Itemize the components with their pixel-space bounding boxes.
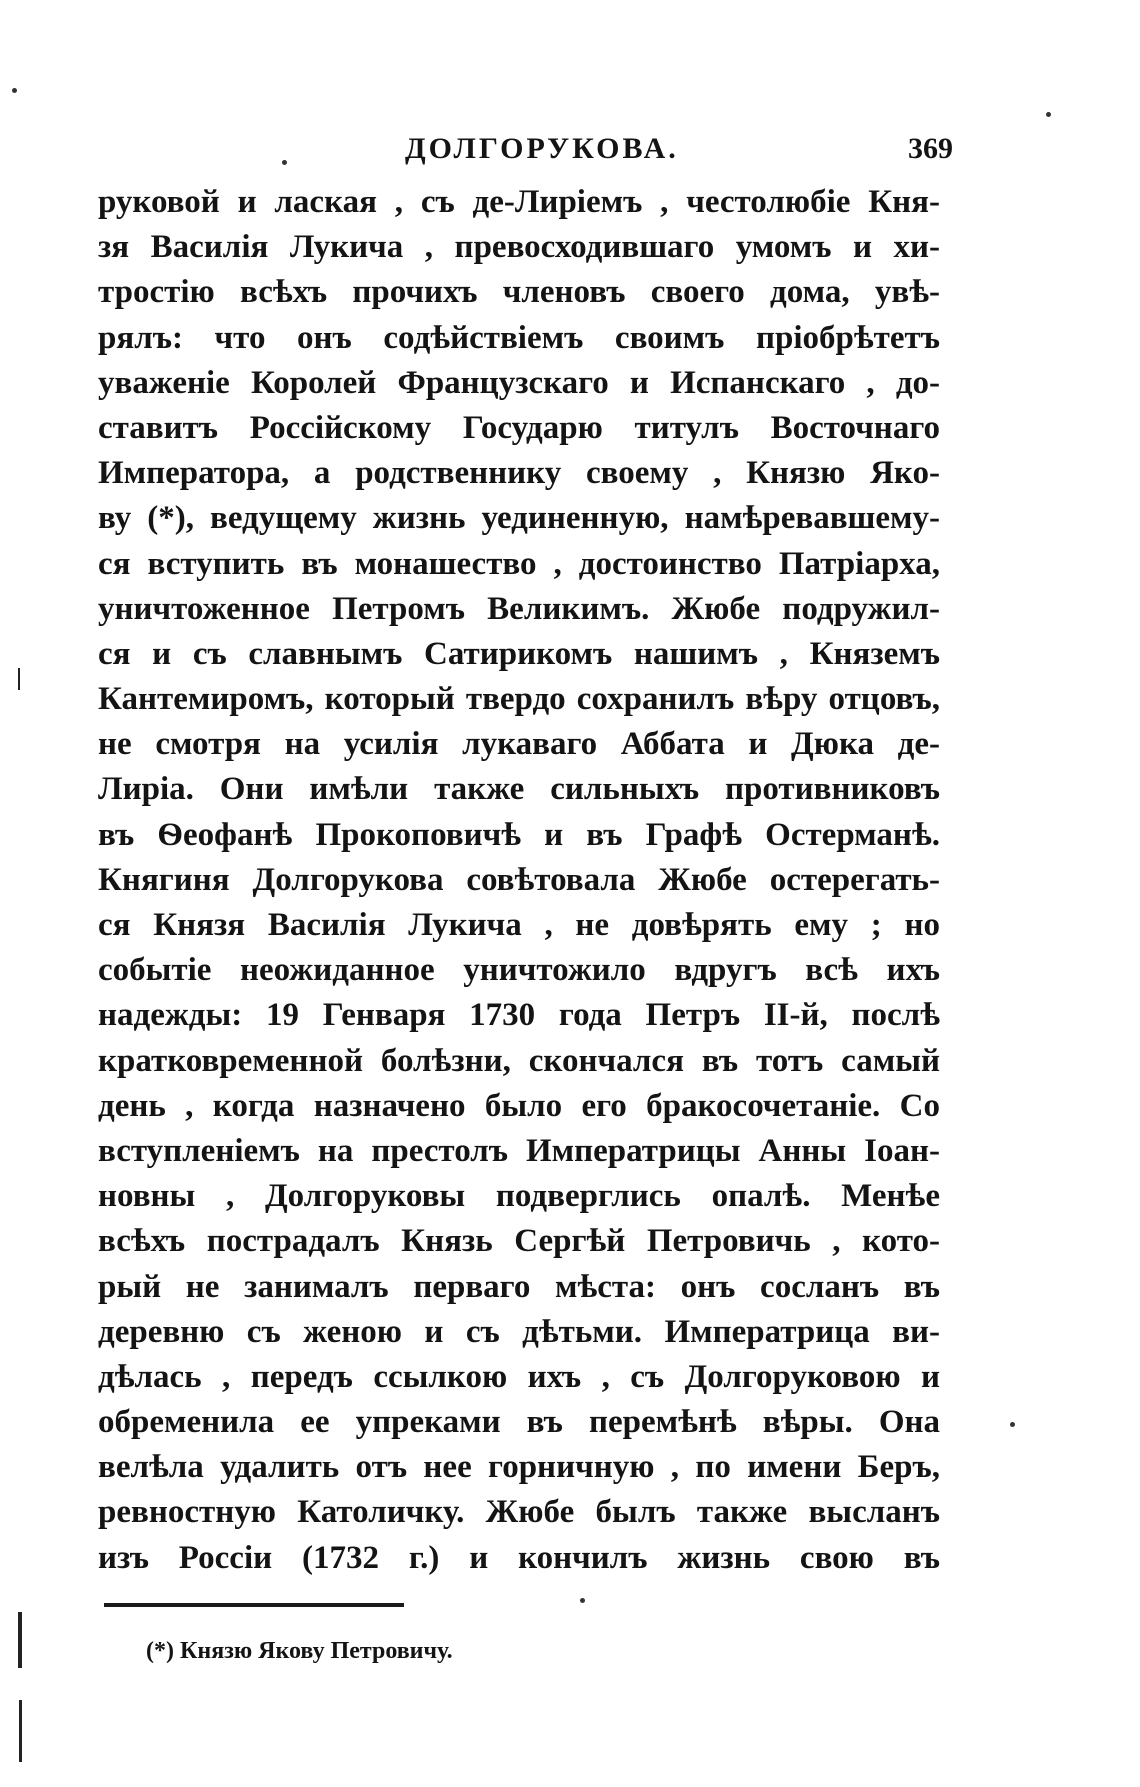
- text-line: кратковременной болѣзни, скончался въ тотъ самый: [98, 1042, 940, 1079]
- footnote-rule: [104, 1603, 404, 1607]
- text-line: событіе неожиданное уничтожило вдругъ всѣ ихъ: [98, 952, 940, 989]
- text-line: ставитъ Россійскому Государю титулъ Восточнаго: [98, 409, 940, 446]
- text-line: дѣлась , передъ ссылкою ихъ , съ Долгоруковою и: [98, 1358, 940, 1395]
- running-head-title: ДОЛГОРУКОВА.: [405, 132, 679, 165]
- text-line: зя Василія Лукича , превосходившаго умомъ и хи-: [98, 229, 940, 266]
- text-line: всѣхъ пострадалъ Князь Сергѣй Петровичь , кото-: [98, 1223, 940, 1260]
- text-line: въ Ѳеофанѣ Прокоповичѣ и въ Графѣ Остерманѣ.: [98, 816, 940, 853]
- page-number: 369: [908, 132, 953, 165]
- text-line: ревностную Католичку. Жюбе былъ также высланъ: [98, 1494, 940, 1531]
- text-line: руковой и лаская , съ де-Лиріемъ , честолюбіе Кня-: [98, 184, 940, 220]
- text-line: Княгиня Долгорукова совѣтовала Жюбе остерегать-: [98, 861, 940, 898]
- text-line: ся и съ славнымъ Сатирикомъ нашимъ , Княземъ: [98, 635, 940, 672]
- scan-speck: [282, 160, 287, 165]
- text-line: не смотря на усилія лукаваго Аббата и Дюка де-: [98, 726, 940, 763]
- text-line: ву (*), ведущему жизнь уединенную, намѣревавшему-: [98, 500, 940, 537]
- scan-speck: [1046, 112, 1051, 117]
- text-line: обременила ее упреками въ перемѣнѣ вѣры. Она: [98, 1404, 940, 1441]
- scan-speck: [12, 88, 17, 93]
- body-text: [98, 180, 940, 1581]
- running-head: [0, 132, 1140, 172]
- text-line: Императора, а родственнику своему , Князю Яко-: [98, 455, 940, 492]
- text-line: тростію всѣхъ прочихъ членовъ своего дома, увѣ-: [98, 274, 940, 311]
- text-line: уваженіе Королей Французскаго и Испанскаго , до-: [98, 364, 940, 401]
- scan-speck: [1010, 1422, 1015, 1427]
- text-line: деревню съ женою и съ дѣтьми. Императрица ви-: [98, 1313, 940, 1350]
- text-line: Лиріа. Они имѣли также сильныхъ противниковъ: [98, 771, 940, 808]
- text-line: новны , Долгоруковы подверглись опалѣ. Менѣе: [98, 1178, 940, 1215]
- text-line: велѣла удалить отъ нее горничную , по имени Беръ,: [98, 1449, 940, 1486]
- text-line: рялъ: что онъ содѣйствіемъ своимъ пріобрѣтетъ: [98, 319, 940, 356]
- text-line: изъ Россіи (1732 г.) и кончилъ жизнь свою въ: [98, 1539, 940, 1576]
- scan-margin-mark: [18, 1612, 22, 1668]
- text-line: ся Князя Василія Лукича , не довѣрять ему ; но: [98, 907, 940, 943]
- text-line: надежды: 19 Генваря 1730 года Петръ II-й, послѣ: [98, 997, 940, 1034]
- text-line: рый не занималъ перваго мѣста: онъ сосланъ въ: [98, 1268, 940, 1305]
- text-line: день , когда назначено было его бракосочетаніе. Со: [98, 1087, 940, 1124]
- text-line: Кантемиромъ, который твердо сохранилъ вѣру отцовъ,: [98, 681, 940, 718]
- text-line: вступленіемъ на престолъ Императрицы Анны Іоан-: [98, 1132, 940, 1169]
- footnote: (*) Князю Якову Петровичу.: [146, 1638, 453, 1664]
- text-line: ся вступить въ монашество , достоинство Патріарха,: [98, 545, 940, 582]
- scan-margin-mark: [19, 1700, 22, 1762]
- scan-speck: [580, 1598, 585, 1603]
- text-line: уничтоженное Петромъ Великимъ. Жюбе подружил-: [98, 590, 940, 627]
- scan-margin-mark: [18, 668, 20, 690]
